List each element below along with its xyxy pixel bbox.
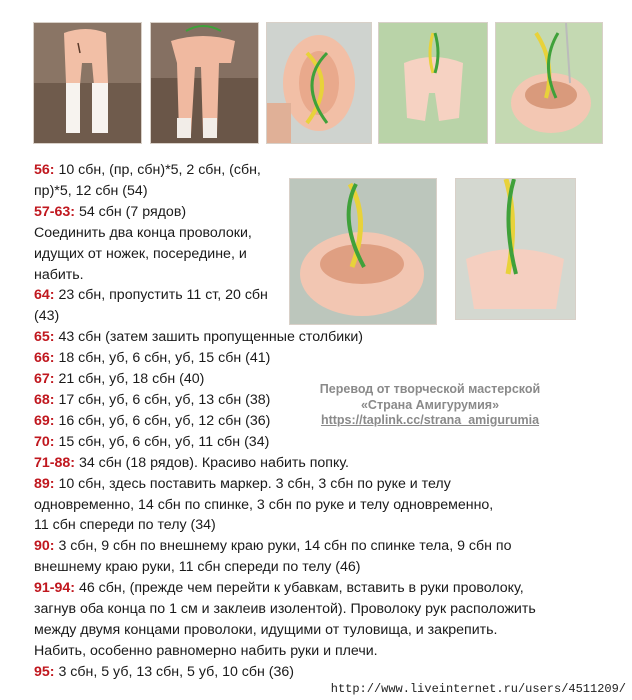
row-91-94-line-4 bbox=[34, 641, 624, 662]
legs-front-illustration bbox=[34, 23, 141, 143]
legs-joined-illustration bbox=[151, 23, 258, 143]
row-text: 10 сбн, (пр, сбн)*5, 2 сбн, (сбн, пр)*5, 12 сбн (54) bbox=[34, 162, 261, 199]
row-number: 89: bbox=[34, 475, 55, 492]
row-number: 66: bbox=[34, 350, 55, 367]
row-text: 11 сбн спереди по телу (34) bbox=[34, 517, 216, 534]
row-text: 10 сбн, здесь поставить маркер. 3 сбн, 3 сбн по руке и телу bbox=[54, 475, 451, 492]
credit-line-2: «Страна Амигурумия» bbox=[360, 397, 500, 412]
row-56 bbox=[34, 160, 289, 202]
source-url: http://www.liveinternet.ru/users/4511209/ bbox=[330, 682, 626, 696]
row-text: 17 сбн, уб, 6 сбн, уб, 13 сбн (38) bbox=[54, 391, 271, 408]
row-number: 70: bbox=[34, 433, 55, 450]
row-number: 57-63: bbox=[34, 203, 76, 220]
row-text: 23 сбн, пропустить 11 ст, 20 сбн (43) bbox=[34, 287, 268, 325]
body-stuffed-illustration bbox=[496, 23, 602, 143]
row-90 bbox=[34, 536, 624, 557]
row-text: 16 сбн, уб, 6 сбн, уб, 12 сбн (36) bbox=[54, 412, 271, 429]
photo-body-wire bbox=[378, 22, 488, 144]
photo-wire-inside bbox=[266, 22, 372, 144]
row-text: 15 сбн, уб, 6 сбн, уб, 11 сбн (34) bbox=[54, 433, 270, 450]
row-89 bbox=[34, 474, 624, 495]
row-90-line-2 bbox=[34, 557, 624, 578]
row-number: 67: bbox=[34, 371, 55, 388]
row-text: загнув оба конца по 1 см и заклеив изолентой). Проволоку рук расположить bbox=[34, 601, 536, 618]
translation-credit bbox=[305, 382, 555, 429]
row-text: Соединить два конца проволоки, идущих от ножек, посередине, и набить. bbox=[34, 224, 252, 283]
photo-body-stuffed bbox=[495, 22, 603, 144]
row-number: 65: bbox=[34, 329, 55, 346]
credit-line-1: Перевод от творческой мастерской bbox=[319, 382, 541, 396]
row-text: 3 сбн, 9 сбн по внешнему краю руки, 14 сбн по спинке тела, 9 сбн по bbox=[54, 538, 512, 555]
row-95 bbox=[34, 662, 624, 683]
row-91-94-line-2 bbox=[34, 599, 624, 620]
row-number: 69: bbox=[34, 412, 55, 429]
row-57-63 bbox=[34, 202, 624, 223]
row-number: 95: bbox=[34, 663, 55, 680]
row-text: 43 сбн (затем зашить пропущенные столбики) bbox=[54, 329, 363, 346]
row-71-88 bbox=[34, 453, 624, 474]
row-text: внешнему краю руки, 11 сбн спереди по телу (46) bbox=[34, 559, 361, 576]
photo-legs-joined bbox=[150, 22, 259, 144]
row-number: 71-88: bbox=[34, 454, 76, 471]
row-number: 91-94: bbox=[34, 580, 76, 597]
row-70 bbox=[34, 432, 624, 453]
row-66 bbox=[34, 348, 624, 369]
row-64 bbox=[34, 285, 289, 327]
row-text: 34 сбн (18 рядов). Красиво набить попку. bbox=[75, 454, 349, 471]
credit-link[interactable]: https://taplink.cc/strana_amigurumia bbox=[320, 413, 540, 427]
row-text: одновременно, 14 сбн по спинке, 3 сбн по руке и телу одновременно, bbox=[34, 496, 494, 513]
body-wire-illustration bbox=[379, 23, 487, 143]
row-89-line-2 bbox=[34, 495, 624, 516]
row-number: 68: bbox=[34, 391, 55, 408]
row-number: 90: bbox=[34, 538, 55, 555]
row-91-94-line-3 bbox=[34, 620, 624, 641]
row-text: Набить, особенно равномерно набить руки и плечи. bbox=[34, 642, 378, 659]
row-text: 21 сбн, уб, 18 сбн (40) bbox=[54, 371, 205, 388]
row-text: 18 сбн, уб, 6 сбн, уб, 15 сбн (41) bbox=[54, 350, 271, 367]
photo-legs-front bbox=[33, 22, 142, 144]
row-text: 46 сбн, (прежде чем перейти к убавкам, вставить в руки проволоку, bbox=[75, 580, 524, 597]
row-91-94 bbox=[34, 578, 624, 599]
row-number: 56: bbox=[34, 162, 55, 178]
row-text: 3 сбн, 5 уб, 13 сбн, 5 уб, 10 сбн (36) bbox=[54, 663, 295, 680]
row-number: 64: bbox=[34, 287, 55, 304]
wire-inside-illustration bbox=[267, 23, 371, 143]
row-wire-note bbox=[34, 223, 289, 286]
row-89-line-3 bbox=[34, 515, 624, 536]
row-text: между двумя концами проволоки, идущими от туловища, и закрепить. bbox=[34, 621, 498, 638]
row-text: 54 сбн (7 рядов) bbox=[75, 203, 187, 220]
row-65 bbox=[34, 327, 624, 348]
